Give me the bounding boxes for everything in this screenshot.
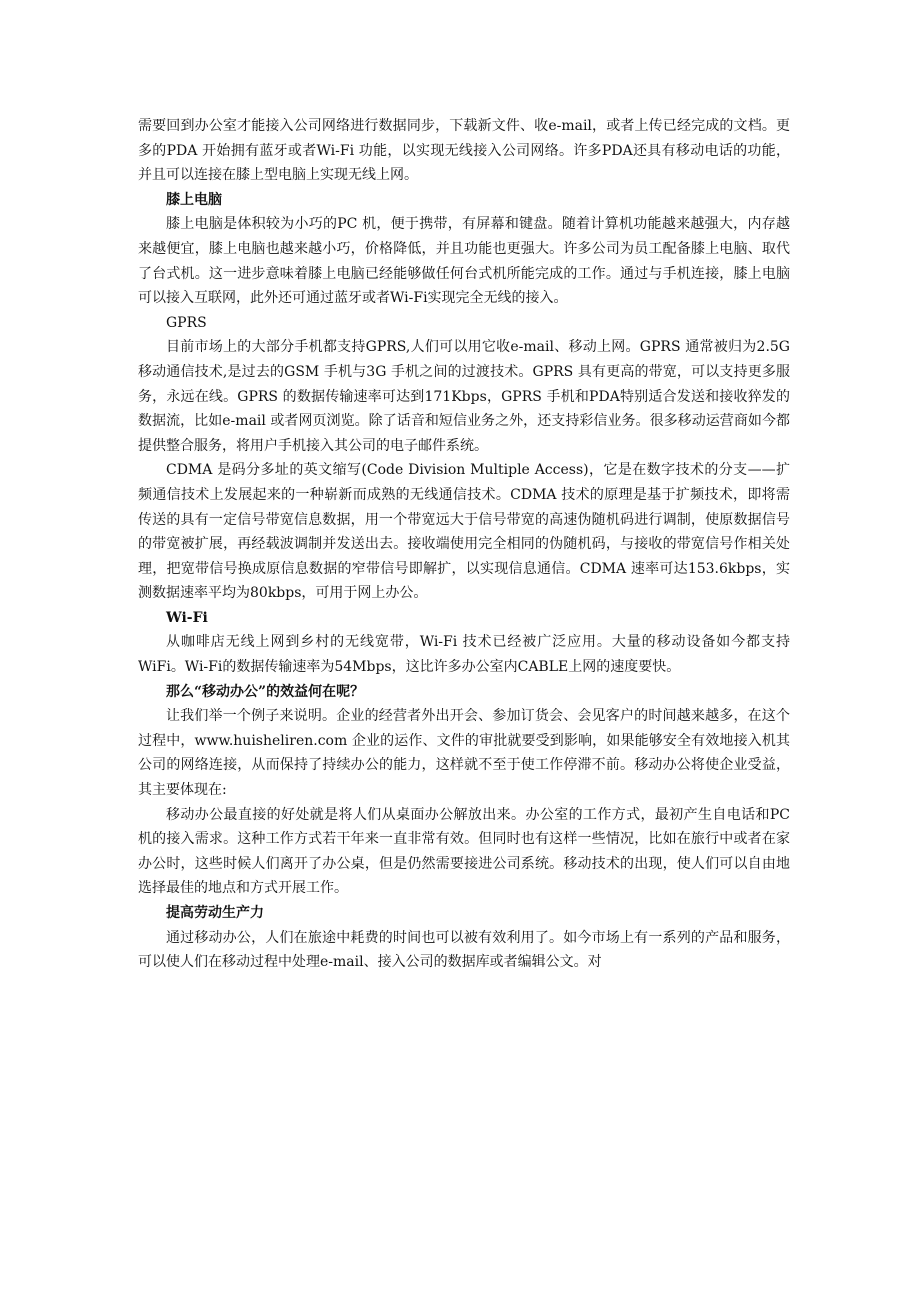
paragraph-desk-freedom: 移动办公最直接的好处就是将人们从桌面办公解放出来。办公室的工作方式，最初产生自电话和PC 机的接入需求。这种工作方式若干年来一直非常有效。但同时也有这样一些情况，比如在旅行中或者在家办公时，这些时候人们离开了办公桌，但是仍然需要接进公司系统。移动技术的出现，使人们可以自由地选择最佳的地点和方式开展工作。	[138, 806, 790, 897]
paragraph-wifi: 从咖啡店无线上网到乡村的无线宽带，Wi-Fi 技术已经被广泛应用。大量的移动设备如今都支持WiFi。Wi-Fi的数据传输速率为54Mbps，这比许多办公室内CABLE上网的速度要快。	[138, 634, 790, 676]
paragraph-cdma: CDMA 是码分多址的英文缩写(Code Division Multiple Access)，它是在数字技术的分支——扩频通信技术上发展起来的一种崭新而成熟的无线通信技术。CDMA 技术的原理是基于扩频技术，即将需传送的具有一定信号带宽信息数据，用一个带宽远大于信号带宽的高速伪随机码进行调制，使原数据信号的带宽被扩展，再经载波调制并发送出去。接收端使用完全相同的伪随机码，与接收的带宽信号作相关处理，把宽带信号换成原信息数据的窄带信号即解扩，以实现信息通信。CDMA 速率可达153.6kbps，实测数据速率平均为80kbps，可用于网上办公。	[138, 462, 790, 602]
paragraph-pda-continued: 需要回到办公室才能接入公司网络进行数据同步，下载新文件、收e-mail，或者上传已经完成的文档。更多的PDA 开始拥有蓝牙或者Wi-Fi 功能，以实现无线接入公司网络。许多PDA还具有移动电话的功能，并且可以连接在膝上型电脑上实现无线上网。	[138, 118, 790, 184]
heading-mobile-office-benefits: 那么“移动办公”的效益何在呢？	[166, 683, 365, 700]
paragraph-gprs: 目前市场上的大部分手机都支持GPRS,人们可以用它收e-mail、移动上网。GPRS 通常被归为2.5G 移动通信技术,是过去的GSM 手机与3G 手机之间的过渡技术。GPRS 具有更高的带宽，可以支持更多服务，永远在线。GPRS 的数据传输速率可达到171Kbps，GPRS 手机和PDA特别适合发送和接收猝发的数据流，比如e-mail 或者网页浏览。除了话音和短信业务之外，还支持彩信业务。很多移动运营商如今都提供整合服务，将用户手机接入其公司的电子邮件系统。	[138, 339, 790, 454]
paragraph-example: 让我们举一个例子来说明。企业的经营者外出开会、参加订货会、会见客户的时间越来越多，在这个过程中，www.huisheliren.com 企业的运作、文件的审批就要受到影响，如果能够安全有效地接入机其公司的网络连接，从而保持了持续办公的能力，这样就不至于使工作停滞不前。移动办公将使企业受益，其主要体现在:	[138, 708, 790, 799]
paragraph-productivity: 通过移动办公，人们在旅途中耗费的时间也可以被有效利用了。如今市场上有一系列的产品和服务，可以使人们在移动过程中处理e-mail、接入公司的数据库或者编辑公文。对	[138, 929, 790, 971]
paragraph-laptop: 膝上电脑是体积较为小巧的PC 机，便于携带，有屏幕和键盘。随着计算机功能越来越强大，内存越来越便宜，膝上电脑也越来越小巧，价格降低，并且功能也更强大。许多公司为员工配备膝上电脑、取代了台式机。这一进步意味着膝上电脑已经能够做任何台式机所能完成的工作。通过与手机连接，膝上电脑可以接入互联网，此外还可通过蓝牙或者Wi-Fi实现完全无线的接入。	[138, 216, 790, 307]
heading-productivity: 提高劳动生产力	[166, 905, 264, 921]
heading-wifi: Wi-Fi	[166, 609, 208, 626]
heading-gprs: GPRS	[166, 314, 207, 331]
heading-laptop: 膝上电脑	[166, 191, 222, 208]
